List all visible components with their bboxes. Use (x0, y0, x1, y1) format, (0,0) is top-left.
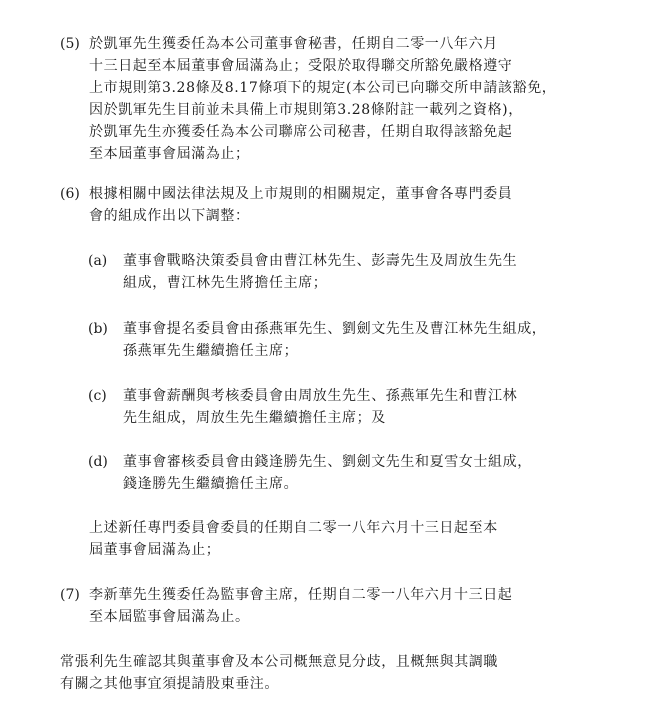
final-paragraph-text (60, 651, 610, 695)
text-line: 至本屆董事會屆滿為止； (89, 146, 250, 162)
text-line: 因於凱軍先生目前並未具備上市規則第3.28條附註一載列之資格)， (89, 102, 523, 118)
text-line: 於凱軍先生獲委任為本公司董事會秘書，任期自二零一八年六月 (89, 36, 498, 52)
text-line: 先生組成，周放生先生繼續擔任主席；及 (123, 410, 386, 426)
text-line: 至本屆監事會屆滿為止。 (89, 609, 250, 625)
sub-item-d-label: (d) (88, 454, 108, 470)
sub-item-b-label: (b) (88, 321, 108, 337)
text-line: 上述新任專門委員會委員的任期自二零一八年六月十三日起至本 (89, 520, 498, 536)
text-line: 孫燕軍先生繼續擔任主席； (123, 343, 299, 359)
text-line: 董事會戰略決策委員會由曹江林先生、彭壽先生及周放生先生 (123, 253, 518, 269)
item-7-number: (7) (60, 587, 80, 603)
text-line: 董事會審核委員會由錢逢勝先生、劉劍文先生和夏雪女士組成， (123, 454, 532, 470)
sub-item-d-text (123, 451, 603, 495)
text-line: 會的組成作出以下調整： (89, 208, 250, 224)
text-line: 有關之其他事宜須提請股東垂注。 (60, 676, 279, 692)
text-line: 屆董事會屆滿為止； (89, 542, 221, 558)
text-line: 常張利先生確認其與董事會及本公司概無意見分歧，且概無與其調職 (60, 654, 498, 670)
sub-item-c-label: (c) (88, 388, 107, 404)
text-line: 上市規則第3.28條及8.17條項下的規定(本公司已向聯交所申請該豁免， (89, 80, 557, 96)
text-line: 組成，曹江林先生將擔任主席； (123, 275, 328, 291)
text-line: 於凱軍先生亦獲委任為本公司聯席公司秘書，任期自取得該豁免起 (89, 124, 513, 140)
item-6-closing-text (89, 517, 609, 561)
sub-item-a-text (123, 250, 603, 294)
item-6-text (89, 183, 609, 227)
item-6-number: (6) (60, 186, 80, 202)
item-7-text (89, 584, 609, 628)
item-5-text (89, 33, 609, 165)
text-line: 十三日起至本屆董事會屆滿為止；受限於取得聯交所豁免嚴格遵守 (89, 58, 513, 74)
sub-item-b-text (123, 318, 603, 362)
item-5-number: (5) (60, 36, 80, 52)
text-line: 董事會薪酬與考核委員會由周放生先生、孫燕軍先生和曹江林 (123, 388, 518, 404)
text-line: 根據相關中國法律法規及上市規則的相關規定，董事會各專門委員 (89, 186, 513, 202)
text-line: 李新華先生獲委任為監事會主席，任期自二零一八年六月十三日起 (89, 587, 513, 603)
text-line: 董事會提名委員會由孫燕軍先生、劉劍文先生及曹江林先生組成， (123, 321, 547, 337)
sub-item-a-label: (a) (88, 253, 108, 269)
text-line: 錢逢勝先生繼續擔任主席。 (123, 476, 299, 492)
sub-item-c-text (123, 385, 603, 429)
